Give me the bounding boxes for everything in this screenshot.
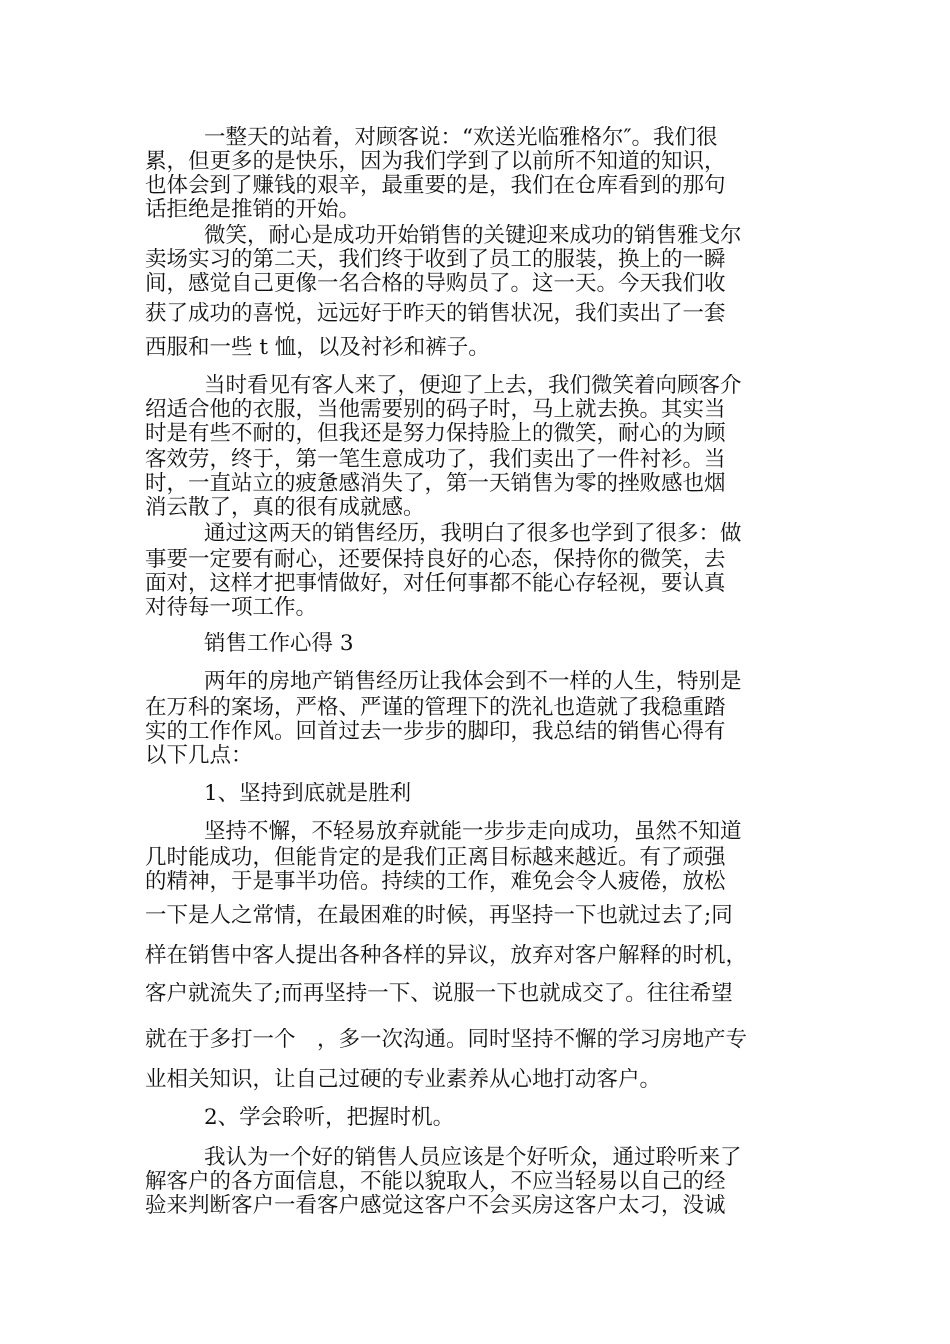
text-line: 业相关知识，让自己过硬的专业素养从心地打动客户。: [145, 1068, 662, 1092]
text-line: 累，但更多的是快乐，因为我们学到了以前所不知道的知识，: [145, 150, 726, 174]
text-line: 几时能成功，但能肯定的是我们正离目标越来越近。有了顽强: [145, 846, 726, 870]
text-line: 时，一直站立的疲惫感消失了，第一天销售为零的挫败感也烟: [145, 472, 726, 496]
text-line: 间，感觉自己更像一名合格的导购员了。这一天。今天我们收: [145, 272, 726, 296]
text-line: 验来判断客户一看客户感觉这客户不会买房这客户太刁，没诚: [145, 1194, 726, 1218]
subheading: 1、坚持到底就是胜利: [204, 782, 412, 806]
text-line: 消云散了，真的很有成就感。: [145, 496, 425, 520]
subheading: 2、学会聆听，把握时机。: [204, 1106, 455, 1130]
text-line: 坚持不懈，不轻易放弃就能一步步走向成功，虽然不知道: [204, 820, 742, 844]
text-line: 也体会到了赚钱的艰辛，最重要的是，我们在仓库看到的那句: [145, 174, 726, 198]
text-line: 通过这两天的销售经历，我明白了很多也学到了很多：做: [204, 522, 742, 546]
text-line: 西服和一些 t 恤，以及衬衫和裤子。: [145, 336, 490, 360]
text-line: 获了成功的喜悦，远远好于昨天的销售状况，我们卖出了一套: [145, 302, 726, 326]
text-line: 微笑，耐心是成功开始销售的关键迎来成功的销售雅戈尔: [204, 224, 742, 248]
text-line: 卖场实习的第二天，我们终于收到了员工的服装，换上的一瞬: [145, 248, 726, 272]
text-line: 的精神，于是事半功倍。持续的工作，难免会令人疲倦，放松: [145, 870, 726, 894]
text-line: 一下是人之常情，在最困难的时候，再坚持一下也就过去了;同: [145, 904, 733, 928]
text-line: 样在销售中客人提出各种各样的异议，放弃对客户解释的时机，: [145, 944, 748, 968]
text-line: 绍适合他的衣服，当他需要别的码子时，马上就去换。其实当: [145, 398, 726, 422]
text-line: 对待每一项工作。: [145, 596, 318, 620]
text-line: 以下几点：: [145, 744, 253, 768]
text-line: 话拒绝是推销的开始。: [145, 198, 361, 222]
text-line: 一整天的站着，对顾客说：“欢送光临雅格尔″。我们很: [204, 126, 718, 150]
text-line: 事要一定要有耐心，还要保持良好的心态，保持你的微笑，去: [145, 548, 726, 572]
section-heading: 销售工作心得 3: [204, 632, 354, 656]
text-line: 解客户的各方面信息，不能以貌取人，不应当轻易以自己的经: [145, 1170, 726, 1194]
text-line: 在万科的案场，严格、严谨的管理下的洗礼也造就了我稳重踏: [145, 696, 726, 720]
text-line: 我认为一个好的销售人员应该是个好听众，通过聆听来了: [204, 1146, 742, 1170]
text-line: 客效劳，终于，第一笔生意成功了，我们卖出了一件衬衫。当: [145, 448, 726, 472]
text-line: 当时看见有客人来了，便迎了上去，我们微笑着向顾客介: [204, 374, 742, 398]
text-line: 两年的房地产销售经历让我体会到不一样的人生，特别是: [204, 670, 742, 694]
text-line: 时是有些不耐的，但我还是努力保持脸上的微笑，耐心的为顾: [145, 422, 726, 446]
text-line: 面对，这样才把事情做好，对任何事都不能心存轻视，要认真: [145, 572, 726, 596]
text-line: 客户就流失了;而再坚持一下、说服一下也就成交了。往往希望: [145, 982, 733, 1006]
text-line: 实的工作作风。回首过去一步步的脚印，我总结的销售心得有: [145, 720, 726, 744]
text-line: 就在于多打一个 ，多一次沟通。同时坚持不懈的学习房地产专: [145, 1028, 748, 1052]
